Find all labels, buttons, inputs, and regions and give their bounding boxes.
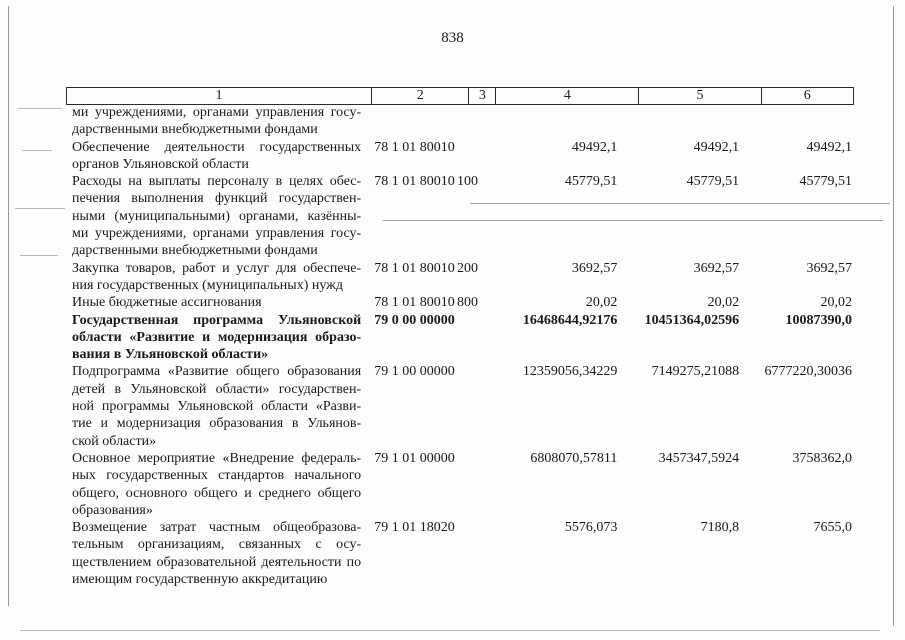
row-code-cell: 79 1 00 00000 xyxy=(374,364,455,380)
row-code-cell: 79 1 01 00000 xyxy=(374,450,455,466)
row-code-cell: 78 1 01 80010 xyxy=(374,174,455,190)
header-col-4: 4 xyxy=(496,88,639,104)
row-value-2020-cell: 3457347,5924 xyxy=(658,450,740,466)
row-name-cell: Закупка товаров, работ и услуг для обеспече- ния государственных (муниципальных) нужд xyxy=(72,260,362,293)
row-type-cell: 800 xyxy=(456,295,478,311)
table-row xyxy=(72,450,862,519)
row-value-2019-cell: 3692,57 xyxy=(571,260,618,276)
row-value-2020-cell: 45779,51 xyxy=(686,174,740,190)
table-row xyxy=(72,294,862,311)
row-code-cell: 79 0 00 00000 xyxy=(374,312,455,328)
scan-bottom-edge xyxy=(20,630,880,631)
row-code-cell: 79 1 01 18020 xyxy=(374,520,455,536)
row-value-2021-cell: 20,02 xyxy=(820,295,853,311)
page-number: 838 xyxy=(441,30,464,46)
header-col-2: 2 xyxy=(372,88,469,104)
row-value-2021-cell: 10087390,0 xyxy=(785,312,853,328)
header-col-1: 1 xyxy=(67,88,372,104)
table-row xyxy=(72,519,862,588)
table-row xyxy=(72,104,862,139)
row-value-2020-cell: 7149275,21088 xyxy=(651,364,740,380)
row-name-cell: ми учреждениями, органами управления госу- дарственными внебюджетными фондами xyxy=(72,105,362,138)
row-value-2019-cell: 6808070,57811 xyxy=(530,450,618,466)
row-value-2020-cell: 7180,8 xyxy=(700,520,740,536)
table-row xyxy=(72,312,862,364)
margin-mark xyxy=(22,150,52,151)
scan-edge-right xyxy=(893,6,894,626)
row-code-cell: 78 1 01 80010 xyxy=(374,260,455,276)
scan-rule xyxy=(383,220,883,221)
row-value-2021-cell: 7655,0 xyxy=(813,520,853,536)
row-value-2019-cell: 16468644,92176 xyxy=(522,312,618,328)
row-name-cell: Расходы на выплаты персоналу в целях обес- печения выполнения функций государствен- ными (муниципальными) органами, казённы- ми учреждениями, органами управления госу- дарственными внебюджетными фондами xyxy=(72,174,362,259)
table-row xyxy=(72,363,862,449)
row-value-2020-cell: 10451364,02596 xyxy=(644,312,740,328)
scan-edge-left xyxy=(8,6,9,606)
table-row xyxy=(72,173,862,259)
row-value-2021-cell: 3758362,0 xyxy=(792,450,853,466)
row-value-2019-cell: 45779,51 xyxy=(564,174,618,190)
table-header xyxy=(66,87,854,105)
row-type-cell: 200 xyxy=(456,260,478,276)
row-value-2021-cell: 49492,1 xyxy=(806,139,853,155)
table-row xyxy=(72,139,862,174)
row-name-cell: Основное мероприятие «Внедрение федераль- ных государственных стандартов начального общего, основного общего и среднего общего образования» xyxy=(72,450,362,518)
header-col-6: 6 xyxy=(803,88,811,103)
row-type-cell: 100 xyxy=(456,174,478,190)
row-value-2021-cell: 6777220,30036 xyxy=(764,364,853,380)
row-code-cell: 78 1 01 80010 xyxy=(374,295,455,311)
scan-rule xyxy=(470,203,890,204)
row-value-2020-cell: 20,02 xyxy=(707,295,740,311)
row-value-2021-cell: 45779,51 xyxy=(799,174,853,190)
table-body xyxy=(72,104,862,588)
table-row xyxy=(72,260,862,295)
row-value-2019-cell: 20,02 xyxy=(585,295,618,311)
row-name-cell: Государственная программа Ульяновской области «Развитие и модернизация образо- вания в Ульяновской области» xyxy=(72,312,362,363)
row-value-2019-cell: 12359056,34229 xyxy=(522,364,618,380)
header-col-5: 5 xyxy=(639,88,761,104)
row-value-2019-cell: 49492,1 xyxy=(571,139,618,155)
row-value-2019-cell: 5576,073 xyxy=(564,520,618,536)
row-code-cell: 78 1 01 80010 xyxy=(374,139,455,155)
row-value-2020-cell: 49492,1 xyxy=(693,139,740,155)
row-name-cell: Подпрограмма «Развитие общего образования детей в Ульяновской области» государствен- ной программы Ульяновской области «Разви- тие и модернизация образования в Ульянов- ской области» xyxy=(72,364,362,449)
row-name-cell: Иные бюджетные ассигнования xyxy=(72,295,262,311)
header-col-3: 3 xyxy=(469,88,496,104)
row-name-cell: Обеспечение деятельности государственных органов Ульяновской области xyxy=(72,139,362,172)
margin-mark xyxy=(15,208,65,209)
margin-mark xyxy=(20,255,58,256)
row-value-2020-cell: 3692,57 xyxy=(693,260,740,276)
row-value-2021-cell: 3692,57 xyxy=(806,260,853,276)
row-name-cell: Возмещение затрат частным общеобразова- тельным организациям, связанных с осу- ществлением образовательной деятельности по имеющим государственную аккредитацию xyxy=(72,520,362,588)
margin-mark xyxy=(18,108,62,109)
